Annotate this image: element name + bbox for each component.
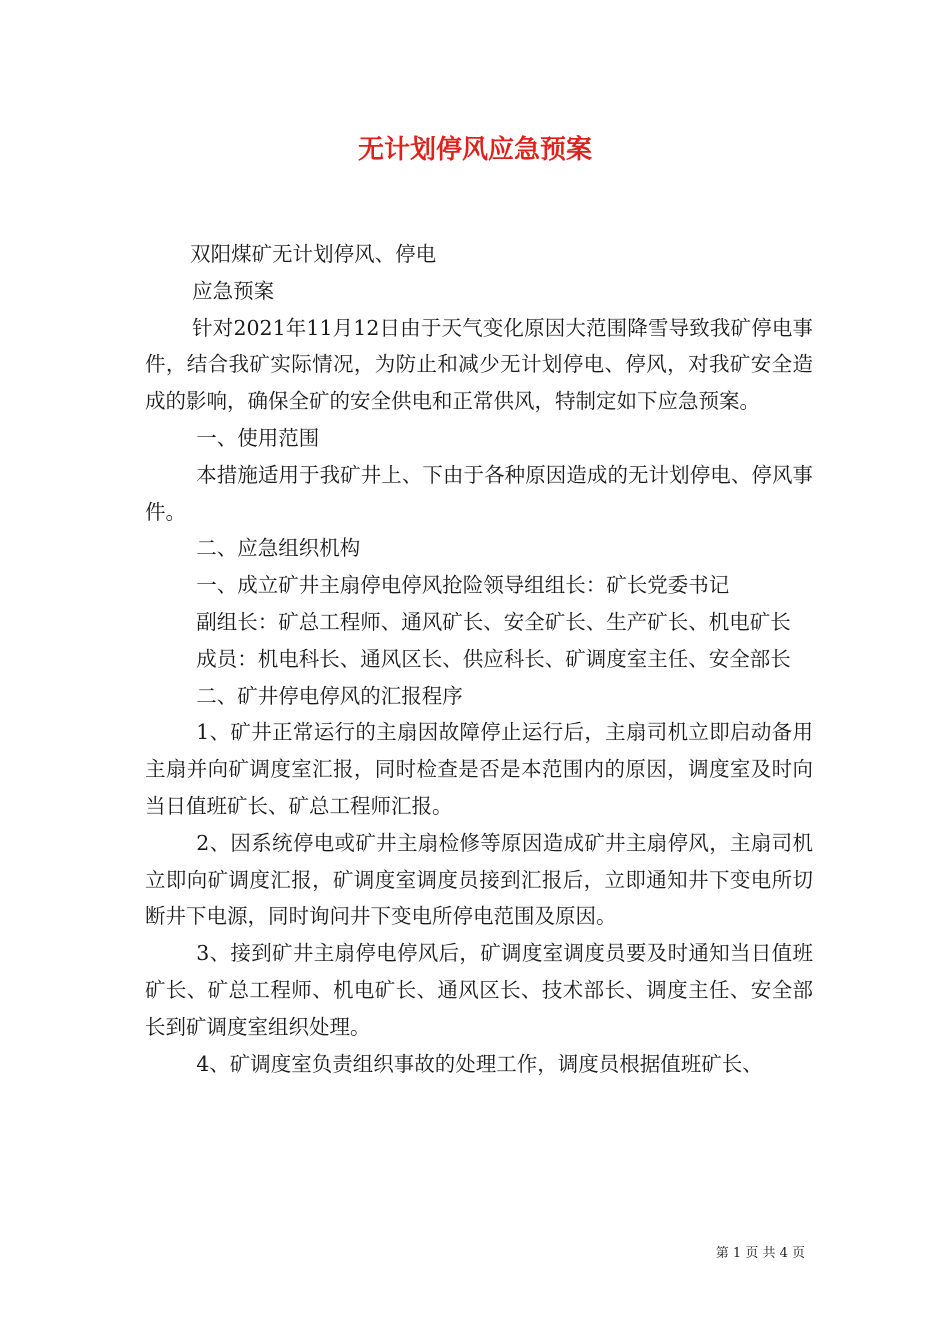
section-heading-scope: 一、使用范围 [196, 425, 320, 450]
document-title: 无计划停风应急预案 [357, 135, 592, 165]
section-heading-reporting: 二、矿井停电停风的汇报程序 [196, 683, 463, 708]
section-heading-organization: 二、应急组织机构 [196, 536, 361, 561]
page-footer [716, 1245, 805, 1263]
leader-group-paragraph: 一、成立矿井主扇停电停风抢险领导组组长：矿长党委书记 [196, 573, 730, 598]
deputy-leaders-paragraph: 副组长：矿总工程师、通风矿长、安全矿长、生产矿长、机电矿长 [196, 609, 791, 634]
reporting-step-1: 1、矿井正常运行的主扇因故障停止运行后，主扇司机立即启动备用主扇并向矿调度室汇报，同时检查是否是本范围内的原因，调度室及时向当日值班矿长、矿总工程师汇报。 [145, 720, 813, 818]
reporting-step-2: 2、因系统停电或矿井主扇检修等原因造成矿井主扇停风，主扇司机立即向矿调度汇报，矿调度室调度员接到汇报后，立即通知井下变电所切断井下电源，同时询问井下变电所停电范围及原因。 [145, 830, 813, 929]
subtitle-line-1: 双阳煤矿无计划停风、停电 [190, 242, 437, 266]
document-body [145, 236, 813, 1082]
reporting-step-3: 3、接到矿井主扇停电停风后，矿调度室调度员要及时通知当日值班矿长、矿总工程师、机电矿长、通风区长、技术部长、调度主任、安全部长到矿调度室组织处理。 [145, 941, 813, 1039]
subtitle-line-2: 应急预案 [192, 278, 275, 303]
scope-paragraph: 本措施适用于我矿井上、下由于各种原因造成的无计划停电、停风事件。 [145, 462, 813, 524]
intro-paragraph: 针对2021年11月12日由于天气变化原因大范围降雪导致我矿停电事件，结合我矿实际情况，为防止和减少无计划停电、停风，对我矿安全造成的影响，确保全矿的安全供电和正常供风，特制定如下应急预案。 [145, 315, 813, 414]
members-paragraph: 成员：机电科长、通风区长、供应科长、矿调度室主任、安全部长 [196, 646, 791, 671]
page-number-label: 第 1 页 共 4 页 [715, 1246, 805, 1261]
reporting-step-4: 4、矿调度室负责组织事故的处理工作，调度员根据值班矿长、 [196, 1051, 763, 1076]
